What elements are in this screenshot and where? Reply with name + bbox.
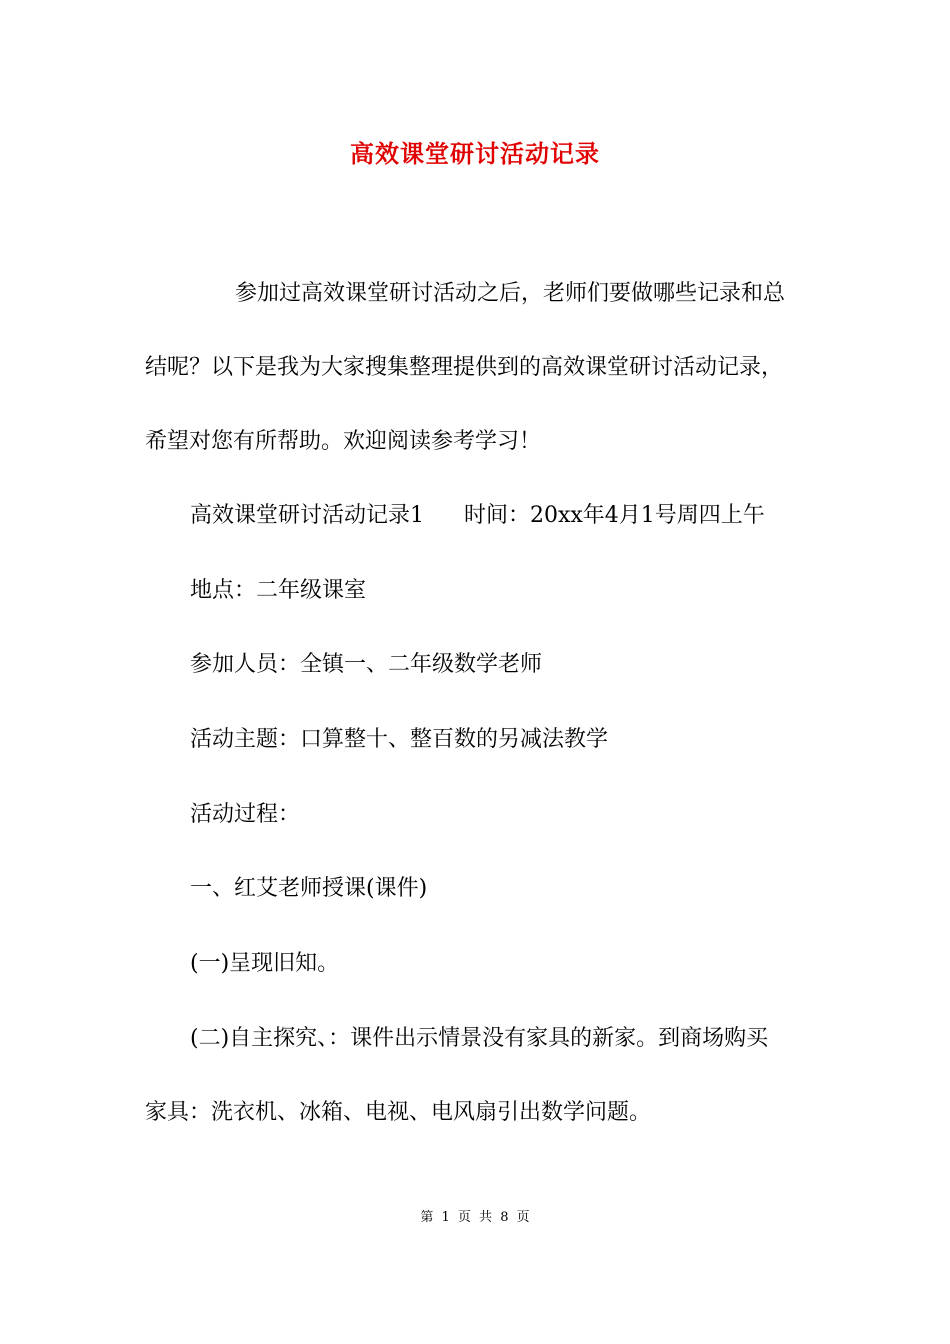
subsection-two-line-2: 家具：洗衣机、冰箱、电视、电风扇引出数学问题。 bbox=[145, 1100, 652, 1125]
record-participants: 参加人员：全镇一、二年级数学老师 bbox=[190, 652, 543, 677]
page-footer: 第 1 页 共 8 页 bbox=[420, 1210, 530, 1225]
record-heading-row bbox=[190, 498, 765, 534]
record-process: 活动过程： bbox=[190, 802, 301, 827]
subsection-one: (一)呈现旧知。 bbox=[190, 951, 340, 976]
record-heading: 高效课堂研讨活动记录1 bbox=[190, 503, 424, 528]
section-one: 一、红艾老师授课(课件) bbox=[190, 876, 428, 901]
intro-paragraph-line-3: 希望对您有所帮助。欢迎阅读参考学习！ bbox=[145, 429, 542, 454]
intro-paragraph-line-2: 结呢？以下是我为大家搜集整理提供到的高效课堂研讨活动记录， bbox=[145, 355, 784, 380]
record-place: 地点：二年级课室 bbox=[190, 578, 367, 603]
record-time: 时间：20xx年4月1号周四上午 bbox=[464, 503, 765, 528]
subsection-two-line-1: (二)自主探究、：课件出示情景没有家具的新家。到商场购买 bbox=[190, 1026, 769, 1051]
record-theme: 活动主题：口算整十、整百数的另减法教学 bbox=[190, 727, 609, 752]
intro-paragraph-line-1: 参加过高效课堂研讨活动之后，老师们要做哪些记录和总 bbox=[235, 281, 786, 306]
document-title: 高效课堂研讨活动记录 bbox=[350, 139, 600, 168]
